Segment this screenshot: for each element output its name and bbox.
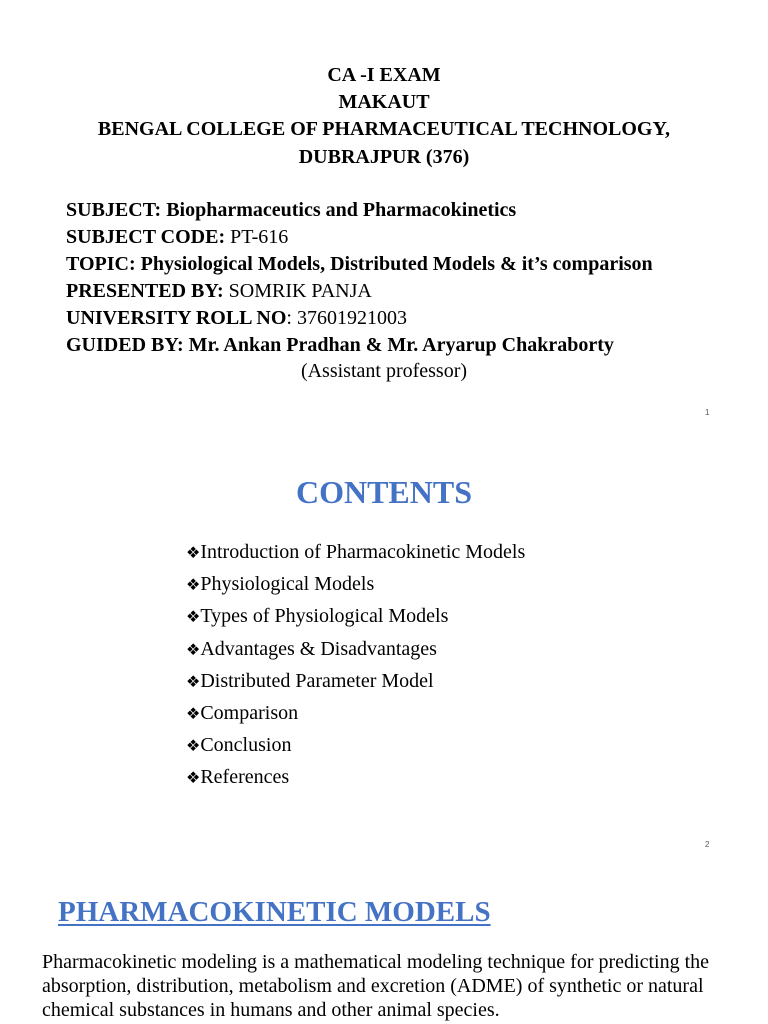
college-location: DUBRAJPUR (376) (298, 146, 470, 168)
contents-slide (0, 432, 768, 864)
presented-by-line (66, 278, 372, 305)
assistant-professor: (Assistant professor) (300, 360, 468, 382)
diamond-bullet-icon: ❖ (186, 736, 201, 756)
topic-value: Physiological Models, Distributed Models & it’s comparison (140, 253, 653, 275)
diamond-bullet-icon: ❖ (186, 607, 201, 627)
guided-by-line (66, 332, 614, 359)
roll-no-label: UNIVERSITY ROLL NO (66, 307, 287, 329)
roll-no-line (66, 305, 407, 332)
subject-code-label: SUBJECT CODE: (66, 226, 226, 248)
exam-title: CA -I EXAM (327, 64, 441, 86)
contents-list (186, 536, 525, 794)
list-item: ❖Advantages & Disadvantages (186, 637, 437, 660)
subject-line (66, 197, 516, 224)
list-item: ❖Introduction of Pharmacokinetic Models (186, 541, 526, 563)
topic-line (66, 251, 653, 278)
pk-models-slide (0, 864, 768, 1024)
subject-code-line (66, 224, 288, 251)
roll-no-value: : 37601921003 (286, 307, 407, 329)
list-item: ❖Types of Physiological Models (186, 605, 449, 628)
pk-models-title: PHARMACOKINETIC MODELS (58, 896, 491, 928)
list-item: ❖Comparison (186, 701, 299, 724)
diamond-bullet-icon: ❖ (186, 768, 201, 788)
pk-models-paragraph: Pharmacokinetic modeling is a mathematical modeling technique for predicting the absorption, distribution, metabolism and excretion (ADME) of synthetic or natural chemical substances in humans and other animal species. (42, 951, 710, 1021)
diamond-bullet-icon: ❖ (186, 575, 201, 595)
diamond-bullet-icon: ❖ (186, 671, 201, 691)
title-slide (0, 0, 768, 432)
diamond-bullet-icon: ❖ (186, 639, 201, 659)
page-number: 1 (705, 408, 710, 417)
list-item: ❖References (186, 766, 290, 789)
contents-title: CONTENTS (295, 474, 473, 510)
diamond-bullet-icon: ❖ (186, 703, 201, 723)
subject-code-value: PT-616 (230, 226, 289, 248)
diamond-bullet-icon: ❖ (186, 543, 201, 562)
presented-by-label: PRESENTED BY: (66, 280, 224, 302)
college-name: BENGAL COLLEGE OF PHARMACEUTICAL TECHNOLOGY, (97, 118, 671, 140)
presented-by-value: SOMRIK PANJA (228, 280, 372, 302)
list-item: ❖Physiological Models (186, 573, 375, 596)
university-name: MAKAUT (338, 91, 430, 113)
page-number: 2 (705, 840, 710, 849)
subject-value: Biopharmaceutics and Pharmacokinetics (166, 199, 517, 221)
guided-by-label: GUIDED BY: Mr. Ankan Pradhan & Mr. Aryarup Chakraborty (66, 334, 614, 356)
list-item: ❖Conclusion (186, 734, 292, 757)
list-item: ❖Distributed Parameter Model (186, 669, 434, 692)
topic-label: TOPIC: (66, 253, 136, 275)
subject-label: SUBJECT: (66, 199, 162, 221)
